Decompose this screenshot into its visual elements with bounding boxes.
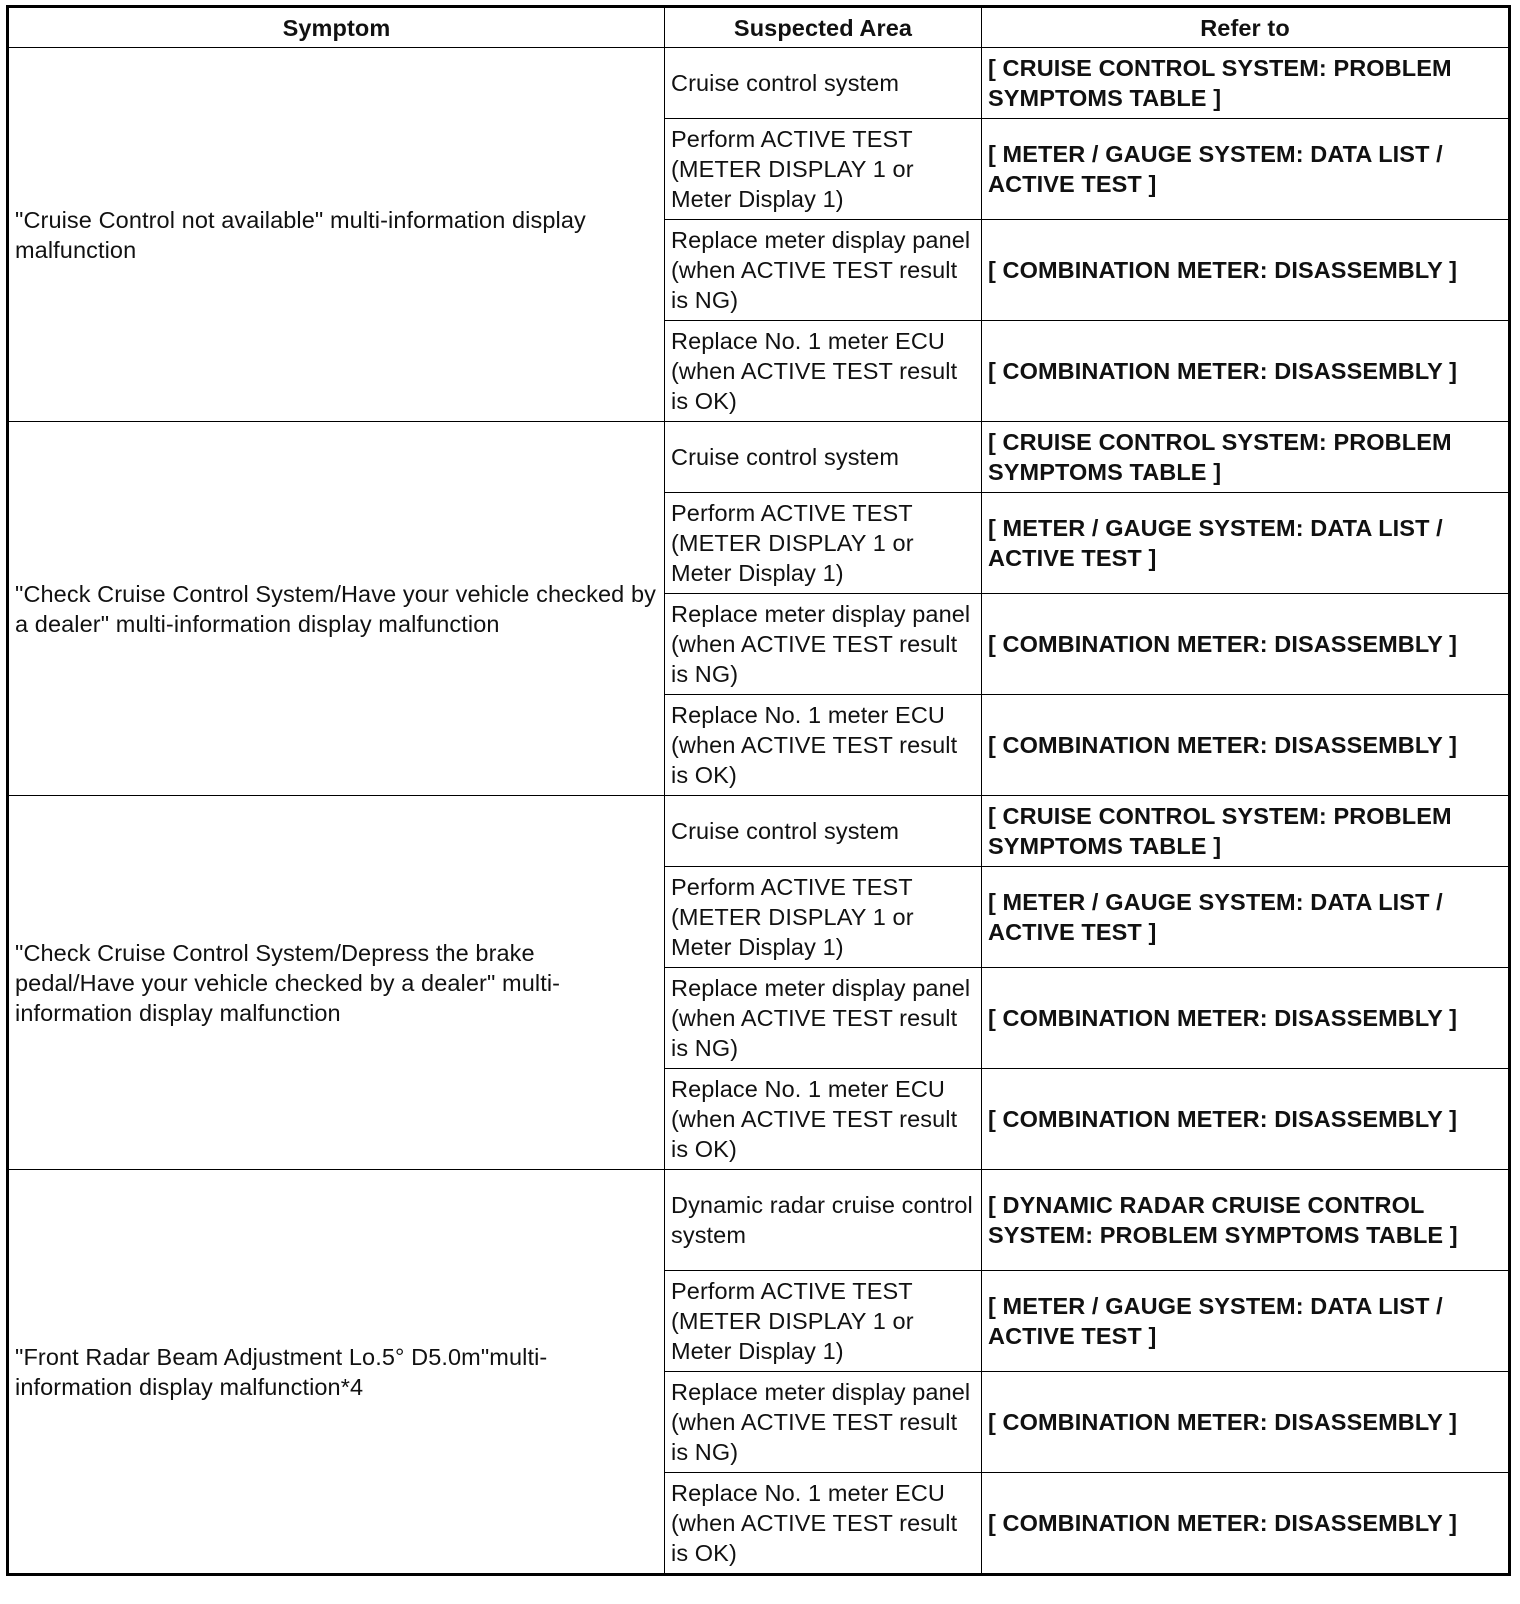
suspected-area-cell: Perform ACTIVE TEST (METER DISPLAY 1 or Meter Display 1) (665, 493, 982, 594)
refer-to-link[interactable]: [ COMBINATION METER: DISASSEMBLY ] (982, 1372, 1510, 1473)
suspected-area-cell: Replace meter display panel (when ACTIVE TEST result is NG) (665, 220, 982, 321)
symptom-cell: "Cruise Control not available" multi-information display malfunction (8, 48, 665, 422)
refer-to-link[interactable]: [ COMBINATION METER: DISASSEMBLY ] (982, 1069, 1510, 1170)
refer-to-link[interactable]: [ METER / GAUGE SYSTEM: DATA LIST / ACTIVE TEST ] (982, 493, 1510, 594)
suspected-area-cell: Cruise control system (665, 796, 982, 867)
suspected-area-cell: Cruise control system (665, 422, 982, 493)
header-symptom: Symptom (8, 7, 665, 48)
refer-to-link[interactable]: [ COMBINATION METER: DISASSEMBLY ] (982, 695, 1510, 796)
table-row (8, 48, 1510, 119)
table-row (8, 422, 1510, 493)
refer-to-link[interactable]: [ COMBINATION METER: DISASSEMBLY ] (982, 1473, 1510, 1575)
symptom-cell: "Front Radar Beam Adjustment Lo.5° D5.0m"multi-information display malfunction*4 (8, 1170, 665, 1575)
suspected-area-cell: Replace meter display panel (when ACTIVE TEST result is NG) (665, 968, 982, 1069)
header-suspected-area: Suspected Area (665, 7, 982, 48)
refer-to-link[interactable]: [ CRUISE CONTROL SYSTEM: PROBLEM SYMPTOMS TABLE ] (982, 796, 1510, 867)
suspected-area-cell: Replace No. 1 meter ECU (when ACTIVE TEST result is OK) (665, 695, 982, 796)
problem-symptoms-table (6, 5, 1511, 1576)
suspected-area-cell: Replace No. 1 meter ECU (when ACTIVE TEST result is OK) (665, 1069, 982, 1170)
suspected-area-cell: Replace No. 1 meter ECU (when ACTIVE TEST result is OK) (665, 321, 982, 422)
suspected-area-cell: Perform ACTIVE TEST (METER DISPLAY 1 or Meter Display 1) (665, 867, 982, 968)
refer-to-link[interactable]: [ DYNAMIC RADAR CRUISE CONTROL SYSTEM: PROBLEM SYMPTOMS TABLE ] (982, 1170, 1510, 1271)
suspected-area-cell: Perform ACTIVE TEST (METER DISPLAY 1 or Meter Display 1) (665, 1271, 982, 1372)
refer-to-link[interactable]: [ CRUISE CONTROL SYSTEM: PROBLEM SYMPTOMS TABLE ] (982, 422, 1510, 493)
suspected-area-cell: Replace meter display panel (when ACTIVE TEST result is NG) (665, 594, 982, 695)
suspected-area-cell: Replace No. 1 meter ECU (when ACTIVE TEST result is OK) (665, 1473, 982, 1575)
suspected-area-cell: Dynamic radar cruise control system (665, 1170, 982, 1271)
suspected-area-cell: Perform ACTIVE TEST (METER DISPLAY 1 or Meter Display 1) (665, 119, 982, 220)
suspected-area-cell: Cruise control system (665, 48, 982, 119)
table-row (8, 1170, 1510, 1271)
refer-to-link[interactable]: [ COMBINATION METER: DISASSEMBLY ] (982, 220, 1510, 321)
refer-to-link[interactable]: [ METER / GAUGE SYSTEM: DATA LIST / ACTIVE TEST ] (982, 867, 1510, 968)
symptom-cell: "Check Cruise Control System/Have your vehicle checked by a dealer" multi-information display malfunction (8, 422, 665, 796)
refer-to-link[interactable]: [ CRUISE CONTROL SYSTEM: PROBLEM SYMPTOMS TABLE ] (982, 48, 1510, 119)
refer-to-link[interactable]: [ METER / GAUGE SYSTEM: DATA LIST / ACTIVE TEST ] (982, 119, 1510, 220)
table-header-row (8, 7, 1510, 48)
suspected-area-cell: Replace meter display panel (when ACTIVE TEST result is NG) (665, 1372, 982, 1473)
refer-to-link[interactable]: [ COMBINATION METER: DISASSEMBLY ] (982, 321, 1510, 422)
refer-to-link[interactable]: [ COMBINATION METER: DISASSEMBLY ] (982, 594, 1510, 695)
symptom-cell: "Check Cruise Control System/Depress the brake pedal/Have your vehicle checked by a dealer" multi-information display malfunction (8, 796, 665, 1170)
refer-to-link[interactable]: [ COMBINATION METER: DISASSEMBLY ] (982, 968, 1510, 1069)
header-refer-to: Refer to (982, 7, 1510, 48)
table-row (8, 796, 1510, 867)
refer-to-link[interactable]: [ METER / GAUGE SYSTEM: DATA LIST / ACTIVE TEST ] (982, 1271, 1510, 1372)
